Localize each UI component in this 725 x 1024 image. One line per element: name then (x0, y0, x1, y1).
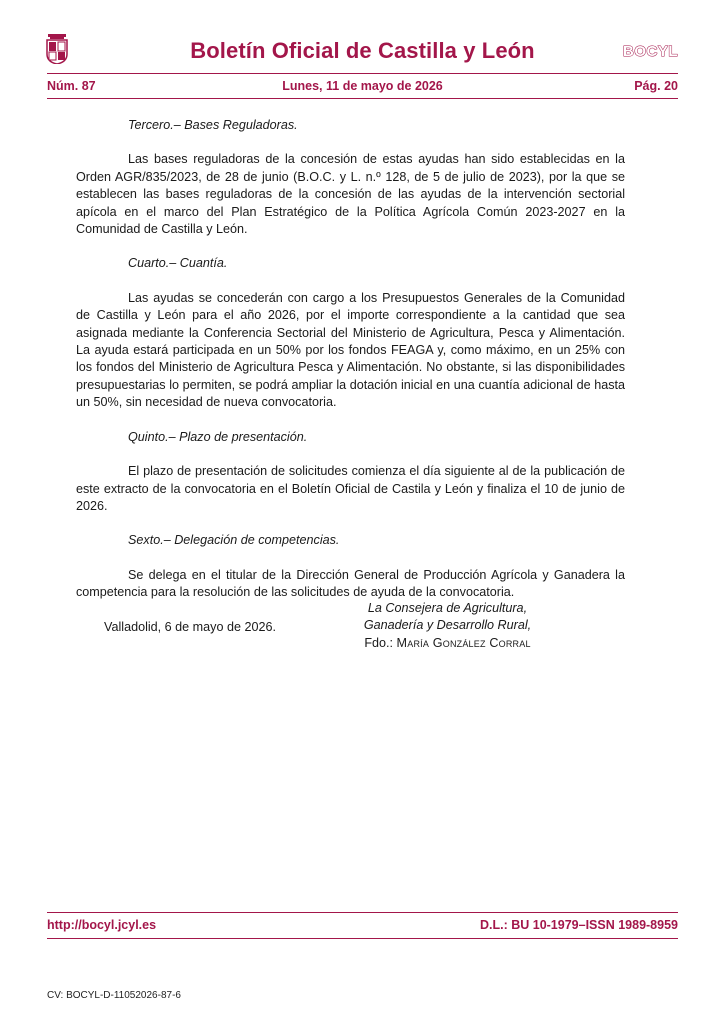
header-meta (47, 79, 678, 95)
section-heading: Sexto.– Delegación de competencias. (128, 533, 340, 548)
section-heading: Quinto.– Plazo de presentación. (128, 429, 308, 444)
signer-name: María González Corral (396, 635, 531, 650)
issue-number: Núm. 87 (47, 79, 96, 93)
document-body (76, 117, 625, 636)
signatory-role-line1: La Consejera de Agricultura, (367, 601, 528, 615)
signature-block (250, 600, 645, 652)
section-paragraph: Las ayudas se concederán con cargo a los Presupuestos Generales de la Comunidad de Castilla y León para el año 2026, por el importe correspondiente a la cantidad que sea asignada mediante la Conferencia Sectorial del Ministerio de Agricultura, Pesca y Alimentación. La ayuda estará participada en un 50% por los fondos FEAGA y, como máximo, en un 25% con los fondos del Ministerio de Agricultura Pesca y Alimentación. No obstante, si las disponibilidades presupuestarias lo permiten, se podrá ampliar la dotación inicial en una cuantía adicional de hasta un 50%, sin necesidad de nueva convocatoria. (76, 290, 625, 410)
section-paragraph: Se delega en el titular de la Dirección General de Producción Agrícola y Ganadera la competencia para la resolución de las solicitudes de ayuda de la convocatoria. (76, 567, 625, 600)
bulletin-title: Boletín Oficial de Castilla y León (190, 38, 535, 63)
footer-divider-top (47, 912, 678, 913)
footer (47, 918, 678, 934)
section-paragraph: El plazo de presentación de solicitudes comienza el día siguiente al de la publicación de este extracto de la convocatoria en el Boletín Oficial de Castila y León y finaliza el 10 de junio de 2026. (76, 464, 625, 513)
issue-date: Lunes, 11 de mayo de 2026 (282, 79, 443, 93)
verification-code: CV: BOCYL-D-11052026-87-6 (47, 990, 181, 1001)
place-and-date: Valladolid, 6 de mayo de 2026. (104, 619, 277, 634)
bulletin-url-link[interactable]: http://bocyl.jcyl.es (47, 918, 157, 932)
section-heading: Cuarto.– Cuantía. (128, 256, 228, 271)
header-divider-bottom (47, 98, 678, 99)
signed-prefix: Fdo.: (364, 635, 397, 650)
signatory-role-line2: Ganadería y Desarrollo Rural, (363, 618, 532, 633)
legal-deposit: D.L.: BU 10-1979–ISSN 1989-8959 (479, 918, 678, 932)
section-heading: Tercero.– Bases Reguladoras. (128, 118, 298, 132)
page-number: Pág. 20 (634, 79, 678, 93)
signed-line (364, 636, 530, 650)
footer-divider-bottom (47, 938, 678, 939)
header-divider-top (47, 73, 678, 74)
section-paragraph: Las bases reguladoras de la concesión de estas ayudas han sido establecidas en la Orden AGR/835/2023, de 28 de junio (B.O.C. y L. n.º 128, de 5 de julio de 2023), por la que se establecen las bases reguladoras de la concesión de las ayudas de la intervención sectorial apícola en el marco del Plan Estratégico de la Política Agrícola Común 2023-2027 en la Comunidad de Castilla y León. (76, 152, 625, 237)
bocyl-logo: BOCYL (623, 43, 678, 60)
